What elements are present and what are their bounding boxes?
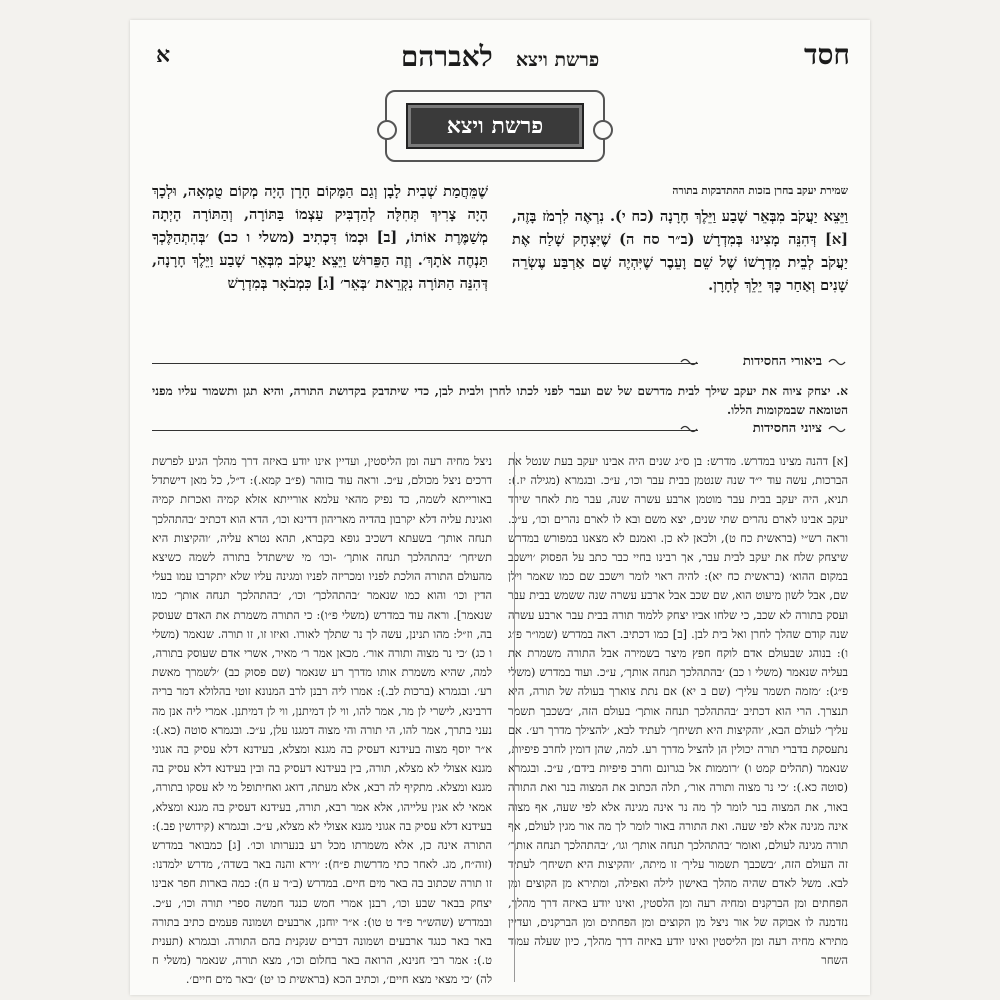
notes-right-column: [א] דהנה מצינו במדרש. מדרש: בן ס״ג שנים היה אבינו יעקב בעת שנטל את הברכות, עשה עוד י״ד שנה שנטמן בבית עבר וכו׳, ע״כ. ובגמרא (מגילה יז.): תניא, היה יעקב בבית עבר מוטמן ארבע עשרה שנה, עבר מת לאחר שירד יעקב אבינו לארם נהרים שתי שנים, יצא משם ובא לו לארם נהרים וכו׳, ע״כ. וראה רש״י (בראשית כח ט), ולכאן לא כן. ואמנם לא מצאנו במפורש במדרש שיצחק שלח את יעקב לבית עבר, אך רבינו בחיי כבר כתב על הפסוק ׳וישכב במקום ההוא׳ (בראשית כח יא): להיה ראוי לומר וישכב שם כמו שאמר וילן שם, אבל לשון מיעוט הוא, שם שכב אבל ארבע עשרה שנה ששמש בבית עבר ועסק בתורה לא שכב, כי שלחו אביו יצחק ללמוד תורה בבית עבר ארבע עשרה שנה קודם שהלך לחרן ואל בית לבן. [ב] כמו דכתיב. ראה במדרש (שמו״ר פ״ג ו): בנוהג שבעולם אדם לוקח חפץ מיצר בשמירה אבל התורה משמרת את בעליה שנאמר (משלי ו כב) ׳בהתהלכך תנחה אותך׳, ע״כ. ועוד במדרש (משלי פ״ג): ׳מזמה תשמר עליך׳ (שם ב יא) אם נתת צוארך בעולה של תורה, היא תנצרך. הרי הוא דכתיב ׳בהתהלכך תנחה אותך׳ בעולם הזה, ׳בשכבך תשמר עליך׳ לעולם הבא, ׳והקיצות היא תשיחך׳ לעתיד לבא, ׳להצילך מדרך רע׳. אם נתעסקת בדברי תורה יכולין הן להציל מדרך רע. למה, שהן דומין לחרב פיפיות, שנאמר (תהלים קמט ו) ׳רוממות אל בגרונם וחרב פיפיות בידם׳, ע״כ. ובגמרא (סוטה כא.): ׳כי נר מצוה ותורה אור׳, תלה הכתוב את המצוה בנר ואת התורה באור, את המצוה בנר לומר לך מה נר אינה מגינה אלא לפי שעה, אף מצוה אינה מגינה אלא לפי שעה. ואת התורה באור לומר לך מה אור מגין לעולם, אף תורה מגינה לעולם, ואומר ׳בהתהלכך תנחה אותך׳ וגו׳, ׳בהתהלכך תנחה אותך׳ זה העולם הזה, ׳בשכבך תשמור עליך׳ זו מיתה, ׳והקיצות היא תשיחך׳ לעתיד לבא. משל לאדם שהיה מהלך באישון לילה ואפילה, ומתירא מן הקוצים ומן הפחתים ומן הברקנים ומחיה רעה ומן הלסטין, ואינו יודע באיזה דרך מהלך, נזדמנה לו אבוקה של אור ניצל מן הקוצים ומן הפחתים ומן הברקנים, ועדיין מתירא מחיה רעה ומן הליסטין ואינו יודע באיזה דרך מהלך, כיון שעלה עמוד השחר <box>508 455 848 968</box>
page-number: א <box>156 42 171 68</box>
page-header <box>150 34 850 74</box>
biurim-heading <box>152 353 848 373</box>
biurim-label: ביאורי החסידות <box>737 353 828 369</box>
section-title: פרשת ויצא <box>446 113 544 139</box>
running-head-right: חסד <box>804 38 850 71</box>
main-text-right: וַיֵּצֵא יַעֲקֹב מִבְּאֵר שָׁבַע וַיֵּלֶךְ חָרָנָה (כח י). נִרְאֶה לִרְמֹז בָּזֶה, [א] דְּהִנֵּה מָצִינוּ בְּמִדְרָשׁ (ב״ר סח ה) שֶׁיִּצְחָק שָׁלַח אֶת יַעֲקֹב לְבֵית מִדְרָשׁוֹ שֶׁל שֵׁם וָעֵבֶר שֶׁיִּהְיֶה שָׁם אַרְבַּע עֶשְׂרֵה שָׁנִים וְאַחַר כָּךְ יֵלֵךְ לְחָרָן. <box>512 208 848 294</box>
main-subheading: שמירת יעקב בחרן בזכות ההתדבקות בתורה <box>672 185 848 197</box>
ornament-icon <box>680 424 698 434</box>
column-divider <box>514 452 515 982</box>
title-plate <box>406 103 584 149</box>
ornament-icon <box>680 357 698 367</box>
running-head-center <box>150 40 850 74</box>
title-ornament-frame <box>385 90 605 162</box>
tziyunei-heading <box>152 420 848 440</box>
notes-section <box>152 452 848 987</box>
main-text-right-column <box>512 180 848 297</box>
main-text <box>152 180 848 350</box>
main-text-left: שֶׁמֵּחֲמַת שְׁבִית לָבָן וְגַם הַמָּקוֹם חָרָן הָיָה מְקוֹם טֻמְאָה, וּלְכָךְ הָיָה צָרִיךְ תְּחִלָּה לְהַדְבִּיק עַצְמוֹ בַּתּוֹרָה, וְהַתּוֹרָה הָיְתָה מְשַׁמֶּרֶת אוֹתוֹ, [ב] וּכְמוֹ דִּכְתִיב (משלי ו כב) ׳בְּהִתְהַלֶּכְךָ תַּנְחֶה אֹתָךְ׳. וְזֶה הַפֵּרוּשׁ וַיֵּצֵא יַעֲקֹב מִבְּאֵר שָׁבַע וַיֵּלֶךְ חָרָנָה, דְּהִנֵּה הַתּוֹרָה נִקְרֵאת ׳בְּאֵר׳ [ג] כִּמְבֹאָר בְּמִדְרָשׁ <box>152 183 488 292</box>
biurim-text: א. יצחק ציוה את יעקב שילך לבית מדרשם של שם ועבר לפני לכתו לחרן ולבית לבן, כדי שיתדבק בקדושת התורה, והיא תגן ותשמור עליו מפני הטומאה שבמקומות הללו. <box>152 384 848 417</box>
book-title: לאברהם <box>400 40 493 73</box>
ornament-icon <box>828 357 846 367</box>
ornament-icon <box>828 424 846 434</box>
book-page <box>130 20 870 995</box>
notes-left-column: ניצל מחיה רעה ומן הליסטין, ועדיין אינו יודע באיזה דרך מהלך הגיע לפרשת דרכים ניצל מכולם, ע״כ. וראה עוד בזוהר (פ״ב קמא.): ד״ל, כל מאן דישתדל באורייתא לשמה, כד נפיק מהאי עלמא אורייתא אזלא קמיה ואכרזת קמיה ואגינת עליה דלא יקרבון בהדיה מאריהון דדינא וכו׳, הדא הוא דכתיב ׳בהתהלכך תנחה אותך׳ בשעתא דשכיב גופא בקברא, תהא נטרא עליה, ׳והקיצות היא תשיחך׳ ׳בהתהלכך תנחה אותך׳ -וכו׳ מי שישתדל בתורה לשמה כשיצא מהעולם התורה הולכת לפניו ומכריזה לפניו ומגינה עליו שלא יתקרבו עמו בעלי הדין וכו׳ והוא כמו שנאמר ׳בהתהלכך׳ וכו׳, ׳בהתהלכך תנחה אותך׳ כמו שנאמר]. וראה עוד במדרש (משלי פ״ו): כי התורה משמרת את האדם שעוסק בה, וז״ל: מהו תנינן, עשה לך נר שתלך לאורו. ואיזו זו, זו תורה. שנאמר (משלי ו כג) ׳כי נר מצוה ותורה אור׳. מכאן אמר ר׳ מאיר, אשרי אדם שעוסק בתורה, למה, שהיא משמרת אותו מדרך רע שנאמר (שם פסוק כב) ׳לשמרך מאשת רע׳. ובגמרא (ברכות לב.): אמרו ליה רבנן לרב המנונא זוטי בהלולא דמר בריה דרבינא, לישרי לן מר, אמר להו, ווי לן דמיתנן, ווי לן דמיתנן. אמרי ליה אנן מה נעני בתרך, אמר להו, הי תורה והי מצוה דמגנו עלן, ע״כ. ובגמרא סוטה (כא.): א״ר יוסף מצוה בעידנא דעסיק בה מגנא ומצלא, בעידנא דלא עסיק בה אגוני מגנא אצולי לא מצלא, תורה, בין בעידנא דעסיק בה ובין בעידנא דלא עסיק בה מגנא ומצלא. מתקיף לה רבא, אלא מעתה, דואג ואחיתופל מי לא עסקו בתורה, אמאי לא אגין עלייהו, אלא אמר רבא, תורה, בעידנא דעסיק בה מגנא ומצלא, בעידנא דלא עסיק בה אגוני מגנא אצולי לא מצלא, ע״כ. ובגמרא (קידושין פב.): התורה אינה כן, אלא משמרתו מכל רע בנערותו וכו׳. [ג] כמבואר במדרש (זוה״ח, מג. לאחר כתי מדרשות פ״ח): ׳וירא והנה באר בשדה׳, מדרש ילמדנו: זו תורה שכתוב בה באר מים חיים. במדרש (ב״ר ע ח): כמה בארות חפר אבינו יצחק בבאר שבע וכו׳, רבנן אמרי חמש כנגד חמשה ספרי תורה וכו׳, ע״כ. ובמדרש (שהש״ר פ״ד ט טו): א״ר יוחנן, ארבעים ושמונה פעמים כתיב בתורה באר באר כנגד ארבעים ושמונה דברים שנקנית בהם התורה. ובגמרא (תענית ט.): אמר רבי חנינא, הרואה באר בחלום וכו׳, מצא תורה, שנאמר (משלי ח לה) ׳כי מצאי מצא חיים׳, וכתיב הכא (בראשית כו יט) ׳באר מים חיים׳. <box>152 455 492 987</box>
tziyunei-label: ציוני החסידות <box>747 420 828 436</box>
heading-rule <box>152 430 698 431</box>
main-text-left-column <box>152 180 488 295</box>
heading-rule <box>152 363 698 364</box>
parsha-name: פרשת ויצא <box>515 49 600 71</box>
